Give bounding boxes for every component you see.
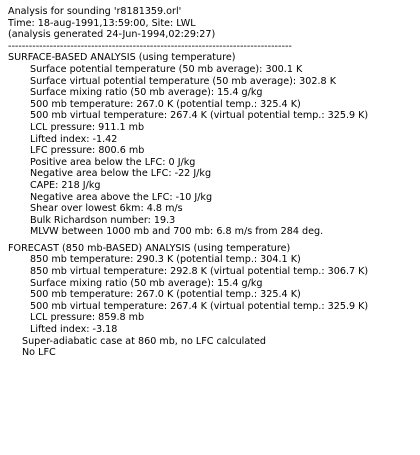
- surface-line: Bulk Richardson number: 19.3: [30, 214, 176, 226]
- surface-line: Surface potential temperature (50 mb average): 300.1 K: [30, 63, 303, 75]
- forecast-line: 850 mb virtual temperature: 292.8 K (virtual potential temp.: 306.7 K): [30, 266, 369, 278]
- analysis-document: [8, 6, 416, 359]
- surface-line: LFC pressure: 800.6 mb: [30, 145, 145, 157]
- surface-line: Shear over lowest 6km: 4.8 m/s: [30, 203, 183, 215]
- surface-line: 500 mb temperature: 267.0 K (potential temp.: 325.4 K): [30, 98, 301, 110]
- surface-line: 500 mb virtual temperature: 267.4 K (virtual potential temp.: 325.9 K): [30, 110, 369, 122]
- surface-line: CAPE: 218 J/kg: [30, 179, 101, 191]
- forecast-line: 500 mb temperature: 267.0 K (potential temp.: 325.4 K): [30, 289, 301, 301]
- surface-section-heading: SURFACE-BASED ANALYSIS (using temperature): [8, 52, 236, 64]
- no-lfc-line: No LFC: [22, 347, 56, 359]
- surface-line: Negative area below the LFC: -22 J/kg: [30, 168, 212, 180]
- forecast-line: LCL pressure: 859.8 mb: [30, 312, 145, 324]
- forecast-line: Surface mixing ratio (50 mb average): 15.4 g/kg: [30, 277, 263, 289]
- forecast-line: 500 mb virtual temperature: 267.4 K (virtual potential temp.: 325.9 K): [30, 300, 369, 312]
- surface-section-lines: [8, 64, 416, 238]
- generated-line: (analysis generated 24-Jun-1994,02:29:27): [8, 29, 216, 41]
- forecast-section-lines: [8, 254, 416, 358]
- surface-line: Lifted index: -1.42: [30, 133, 118, 145]
- surface-line: Surface mixing ratio (50 mb average): 15.4 g/kg: [30, 87, 263, 99]
- time-site-line: Time: 18-aug-1991,13:59:00, Site: LWL: [8, 17, 196, 29]
- forecast-line: 850 mb temperature: 290.3 K (potential temp.: 304.1 K): [30, 254, 301, 266]
- surface-line: Surface virtual potential temperature (50 mb average): 302.8 K: [30, 75, 336, 87]
- surface-line: LCL pressure: 911.1 mb: [30, 121, 145, 133]
- super-adiabatic-note: Super-adiabatic case at 860 mb, no LFC calculated: [22, 335, 266, 347]
- surface-line: Positive area below the LFC: 0 J/kg: [30, 156, 196, 168]
- forecast-line: Lifted index: -3.18: [30, 324, 118, 336]
- surface-line: Negative area above the LFC: -10 J/kg: [30, 191, 213, 203]
- forecast-section-heading: FORECAST (850 mb-BASED) ANALYSIS (using temperature): [8, 242, 291, 254]
- surface-line: MLVW between 1000 mb and 700 mb: 6.8 m/s from 284 deg.: [30, 226, 324, 238]
- separator-rule: ----------------------------------------------------------------------------------: [8, 40, 292, 52]
- document-title: Analysis for sounding 'r8181359.orl': [8, 6, 182, 17]
